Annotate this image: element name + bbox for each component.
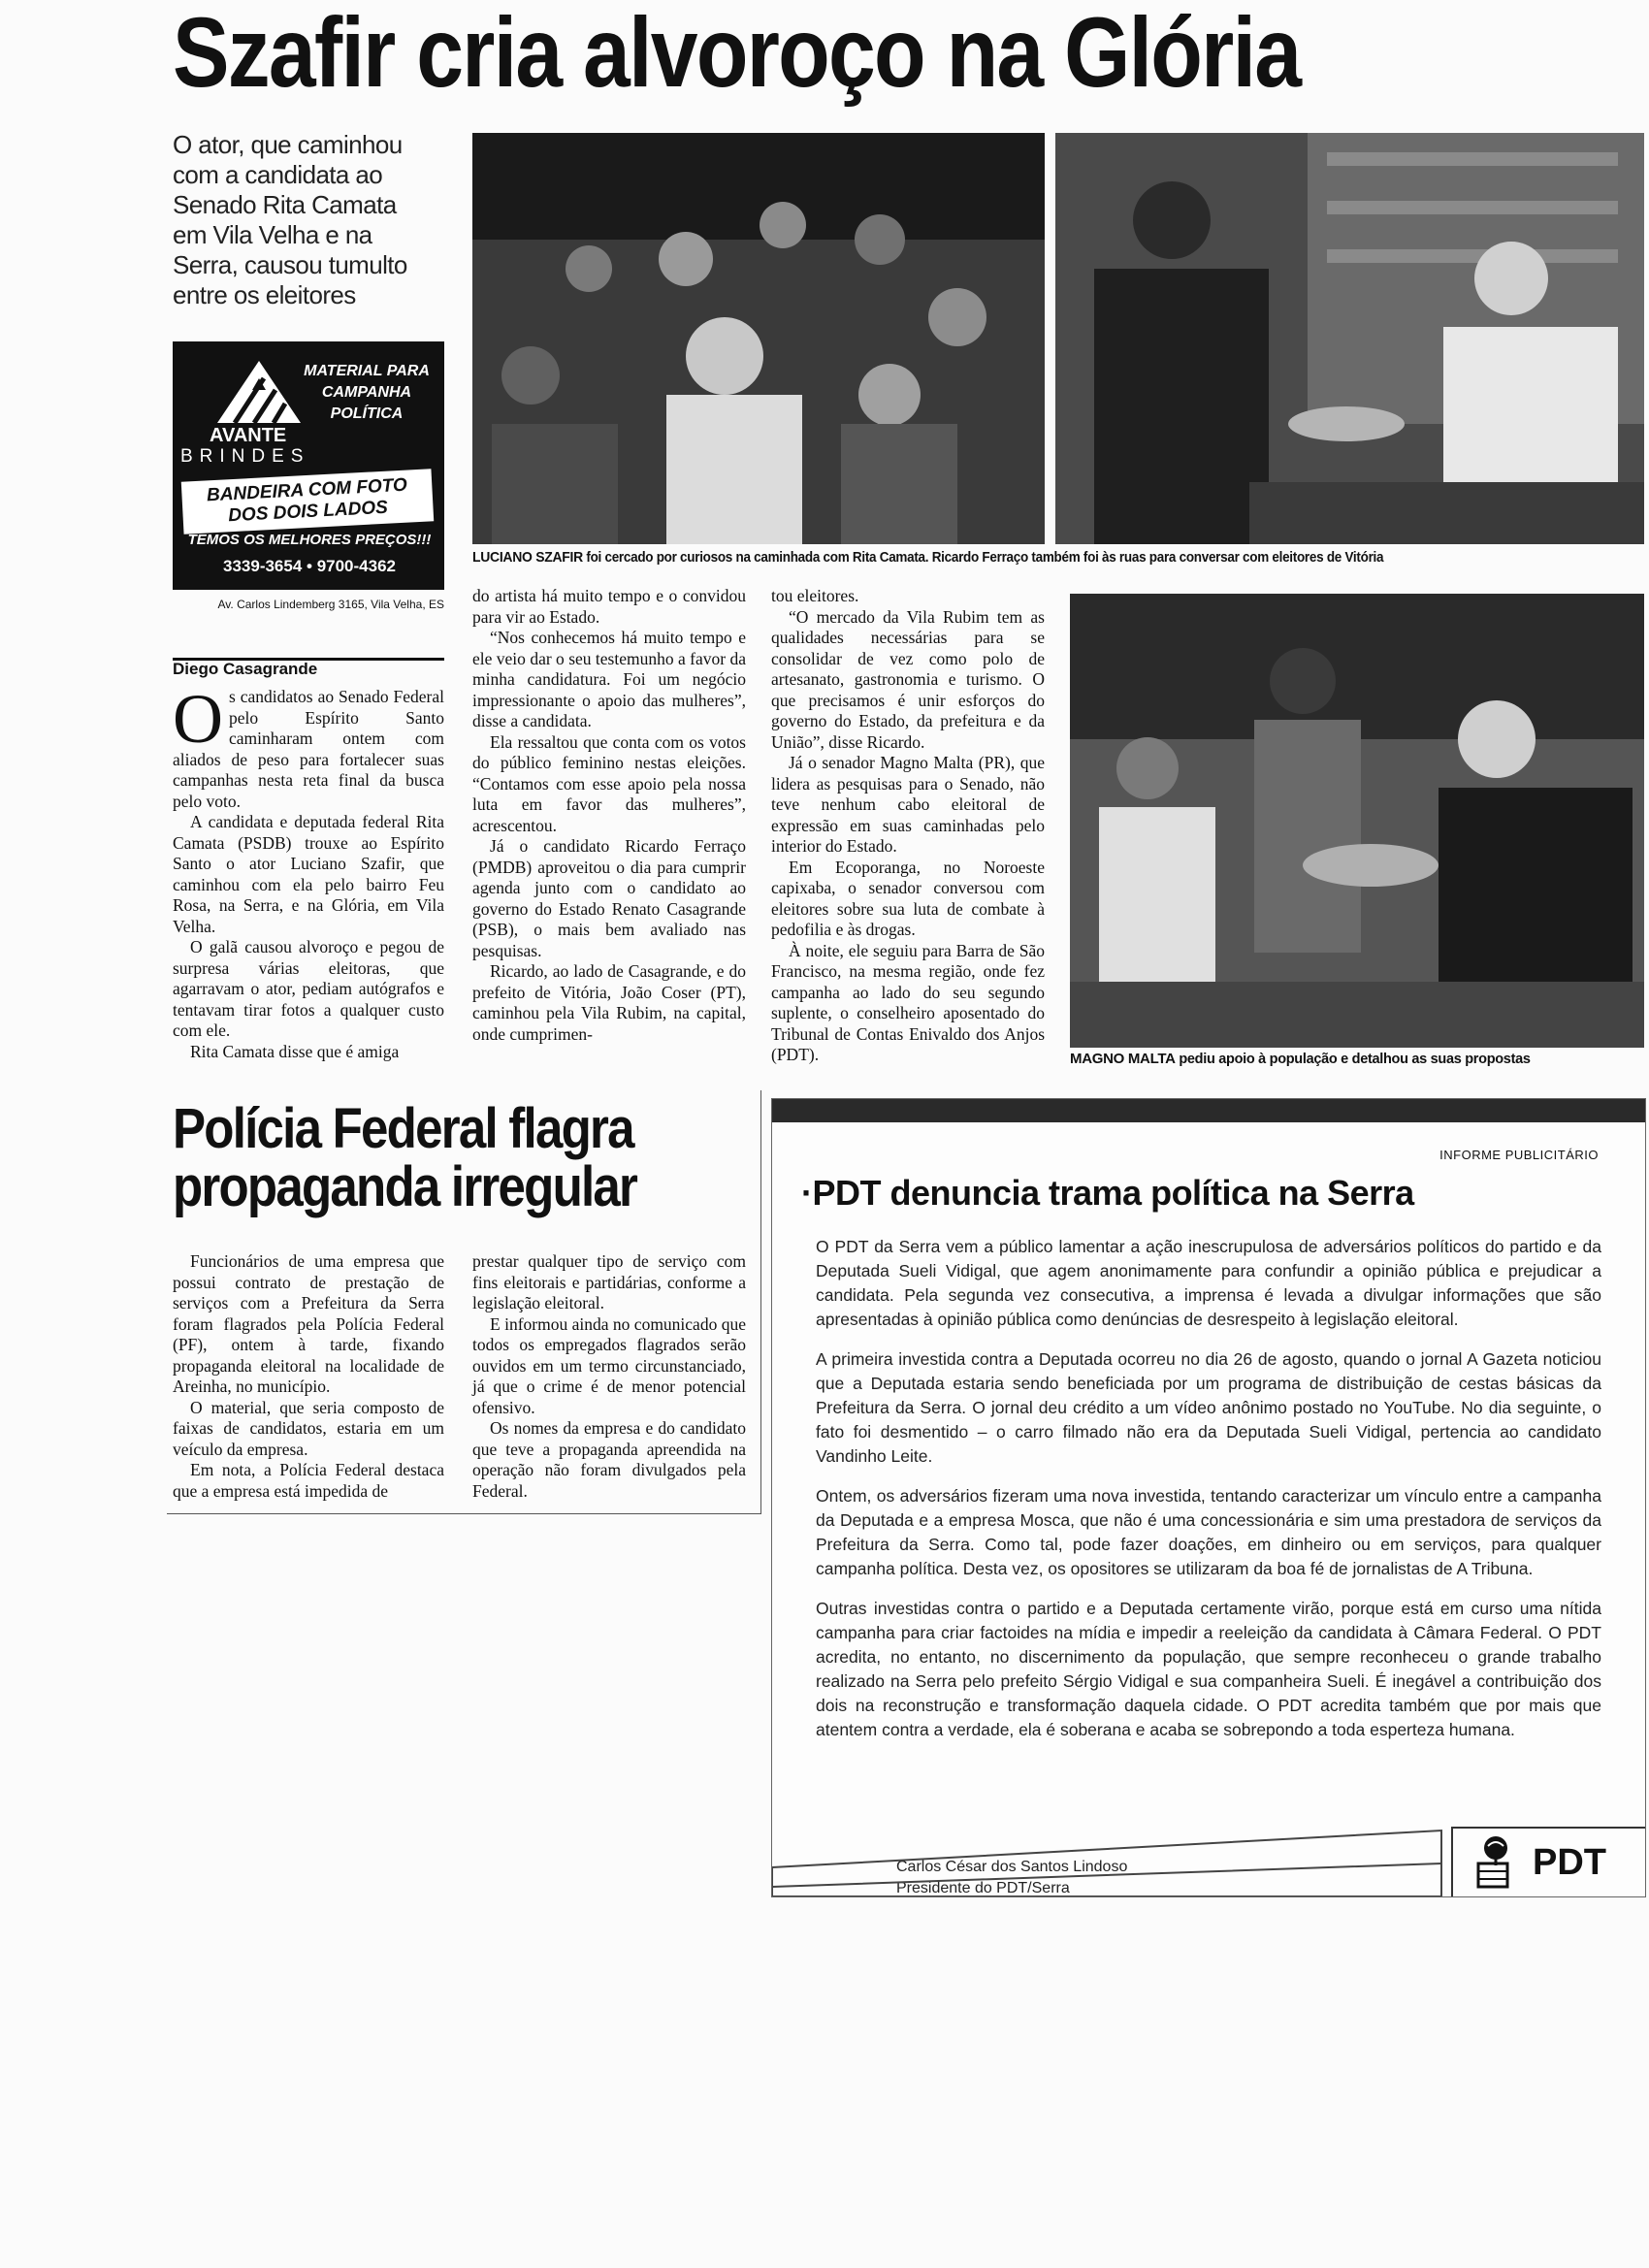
article2-headline [173, 1097, 637, 1218]
article1-p3: O galã causou alvoroço e pegou de surpresa várias eleitoras, que agarravam o ator, pediam autógrafos e tentavam tirar fotos a qualquer custo com ele. [173, 937, 444, 1040]
article2-headline-line2: propaganda irregular [173, 1155, 637, 1218]
article1-c2p1: do artista há muito tempo e o convidou para vir ao Estado. [472, 586, 746, 627]
avante-phones: 3339-3654 • 9700-4362 [223, 557, 396, 575]
photo-caption-bottom [1070, 1051, 1531, 1067]
avante-brindes-ad [173, 341, 444, 619]
photo-magno-malta [1070, 594, 1644, 1048]
avante-line3: POLÍTICA [330, 405, 404, 422]
pdt-ad-body [816, 1235, 1601, 1758]
article1-col3 [771, 586, 1045, 1066]
pdt-ad [771, 1098, 1646, 1897]
pdt-logo-box [1451, 1827, 1646, 1897]
pdt-p4: Outras investidas contra o partido e a Deputada certamente virão, porque está em curso uma nítida campanha para criar factoides na mídia e impedir a reeleição da candidata à Câmara Federal. O PDT acredita, no entanto, no discernimento da população, que sempre reconheceu o grande trabalho realizado na Serra pelo prefeito Sérgio Vidigal e sua companheira Sueli. É inegável a contribuição dos dois na reconstrução e transformação daquela cidade. O PDT acredita também que por mais que atentem contra a verdade, ela é soberana e acaba se sobrepondo a toda esperteza humana. [816, 1599, 1601, 1739]
caption-bottom-name: MAGNO MALTA [1070, 1051, 1176, 1067]
avante-material [289, 361, 444, 425]
article1-c3p3: Já o senador Magno Malta (PR), que lidera as pesquisas para o Senado, não teve nenhum cabo eleitoral de expressão em suas caminhadas pelo interior do Estado. [771, 753, 1045, 856]
avante-line2: CAMPANHA [321, 384, 412, 401]
article1-col1 [173, 680, 444, 1062]
article-deck: O ator, que caminhou com a candidata ao Senado Rita Camata em Vila Velha e na Serra, causou tumulto entre os eleitores [173, 130, 407, 309]
article2-p2: O material, que seria composto de faixas de candidatos, estaria em um veículo da empresa. [173, 1397, 444, 1459]
article1-p2: A candidata e deputada federal Rita Camata (PSDB) trouxe ao Espírito Santo o ator Luciano Szafir, que caminhou com ela pelo bairro Feu Rosa, na Serra, e na Glória, em Vila Velha. [173, 812, 444, 936]
avante-prices: TEMOS OS MELHORES PREÇOS!!! [187, 532, 432, 548]
avante-brand: AVANTE [210, 425, 287, 446]
article2-headline-line1: Polícia Federal flagra [173, 1097, 633, 1160]
article1-c2p3: Ela ressaltou que conta com os votos do público feminino nestas eleições. “Contamos com esse apoio pela nossa luta em favor das mulheres”, acrescentou. [472, 731, 746, 835]
photo-caption-top [472, 549, 1564, 566]
pdt-logo-text: PDT [1533, 1842, 1606, 1883]
pdt-p2: A primeira investida contra a Deputada ocorreu no dia 26 de agosto, quando o jornal A Gazeta noticiou que a Deputada estaria sendo beneficiada por um programa de distribuição de cestas básicas da Prefeitura da Serra. O jornal deu crédito a um vídeo anônimo postado no YouTube. No dia seguinte, o fato foi desmentido – o carro filmado não era da Deputada Sueli Vidigal, pertencia ao candidato Vandinho Leite. [816, 1349, 1601, 1466]
article2-p3: Em nota, a Polícia Federal destaca que a empresa está impedida de [173, 1460, 444, 1501]
photo-szafir-crowd [472, 133, 1045, 544]
article1-c3p2: “O mercado da Vila Rubim tem as qualidades necessárias para se consolidar de vez como polo de artesanato, gastronomia e turismo. O que precisamos é unir esforços do governo do Estado, da prefeitura e da União”, disse Ricardo. [771, 606, 1045, 752]
article1-c3p1: tou eleitores. [771, 586, 859, 605]
article2-c2p3: Os nomes da empresa e do candidato que teve a propaganda apreendida na operação não foram divulgados pela Federal. [472, 1418, 746, 1501]
caption-bottom-text: pediu apoio à população e detalhou as suas propostas [1175, 1052, 1531, 1067]
pdt-top-band [772, 1099, 1645, 1122]
pdt-p1: O PDT da Serra vem a público lamentar a ação inescrupulosa de adversários políticos do partido e da Deputada Sueli Vidigal, que agem anonimamente para confundir a opinião pública e prejudicar a candidata. Pela segunda vez consecutiva, a imprensa é levada a divulgar informações que são apresentadas à opinião pública como denúncias de desrespeito à legislação eleitoral. [816, 1237, 1601, 1329]
caption-top-name: LUCIANO SZAFIR [472, 549, 583, 566]
avante-banner-line1: BANDEIRA COM FOTO [206, 474, 408, 506]
pdt-ad-title: ·PDT denuncia trama política na Serra [801, 1173, 1414, 1213]
pdt-ad-label: INFORME PUBLICITÁRIO [1439, 1148, 1599, 1162]
avante-banner [181, 469, 434, 534]
caption-top-text: foi cercado por curiosos na caminhada com Rita Camata. Ricardo Ferraço também foi às ruas para conversar com eleitores de Vitória [582, 550, 1384, 566]
article1-c2p5: Ricardo, ao lado de Casagrande, e do prefeito de Vitória, João Coser (PT), caminhou pela Vila Rubim, na capital, onde cumprimen- [472, 961, 746, 1044]
byline: Diego Casagrande [173, 660, 318, 678]
article2-col2 [472, 1251, 746, 1502]
article2-p1: Funcionários de uma empresa que possui contrato de prestação de serviços com a Prefeitura da Serra foram flagrados pela Polícia Federal (PF), ontem à tarde, fixando propaganda eleitoral na localidade de Areinha, no município. [173, 1251, 444, 1396]
article2-col1 [173, 1251, 444, 1502]
article1-c2p2: “Nos conhecemos há muito tempo e ele veio dar o seu testemunho a favor da minha candidatura. Foi um negócio impressionante o apoio das mulheres”, disse a candidata. [472, 628, 746, 730]
pdt-p3: Ontem, os adversários fizeram uma nova investida, tentando caracterizar um vínculo entre a campanha da Deputada e a empresa Mosca, que não é uma concessionária e sim uma prestadora de serviços da Prefeitura da Serra. Como tal, pode fazer doações, em dinheiro ou em serviços, para qualquer campanha política. Desta vez, os opositores se utilizaram da boa fé de jornalistas de A Tribuna. [816, 1486, 1601, 1578]
pdt-rose-hand-icon [1467, 1832, 1525, 1895]
avante-line1: MATERIAL PARA [304, 363, 430, 379]
pdt-signature-role: Presidente do PDT/Serra [896, 1880, 1070, 1896]
article2-c2p1: prestar qualquer tipo de serviço com fins eleitorais e partidárias, conforme a legislação eleitoral. [472, 1251, 746, 1312]
article2-c2p2: E informou ainda no comunicado que todos os empregados flagrados serão ouvidos em um termo circunstanciado, já que o crime é de menor potencial ofensivo. [472, 1313, 746, 1417]
article1-p1: Os candidatos ao Senado Federal pelo Espírito Santo caminharam ontem com aliados de peso para fortalecer suas campanhas nesta reta final da busca pelo voto. [173, 680, 444, 811]
article1-p4: Rita Camata disse que é amiga [190, 1041, 400, 1061]
article1-c3p4: Em Ecoporanga, no Noroeste capixaba, o senador conversou com eleitores sobre sua luta de combate à pedofilia e às drogas. [771, 857, 1045, 939]
page-headline: Szafir cria alvoroço na Glória [173, 0, 1301, 108]
article1-c3p5: À noite, ele seguiu para Barra de São Francisco, na mesma região, onde fez campanha ao lado do seu segundo suplente, o conselheiro aposentado do Tribunal de Contas Enivaldo dos Anjos (PDT). [771, 940, 1045, 1064]
pdt-signature-name: Carlos César dos Santos Lindoso [896, 1859, 1128, 1875]
article1-c2p4: Já o candidato Ricardo Ferraço (PMDB) aproveitou o dia para cumprir agenda junto com o candidato ao governo do Estado Renato Casagrande (PSB), o mais bem avaliado nas pesquisas. [472, 836, 746, 960]
avante-banner-line2: DOS DOIS LADOS [227, 497, 389, 527]
avante-address: Av. Carlos Lindemberg 3165, Vila Velha, ES [173, 590, 444, 619]
avante-sub: BRINDES [180, 446, 310, 467]
photo-ferraco-handshake [1055, 133, 1644, 544]
dropcap: O [173, 680, 223, 758]
article1-col2 [472, 586, 746, 1045]
